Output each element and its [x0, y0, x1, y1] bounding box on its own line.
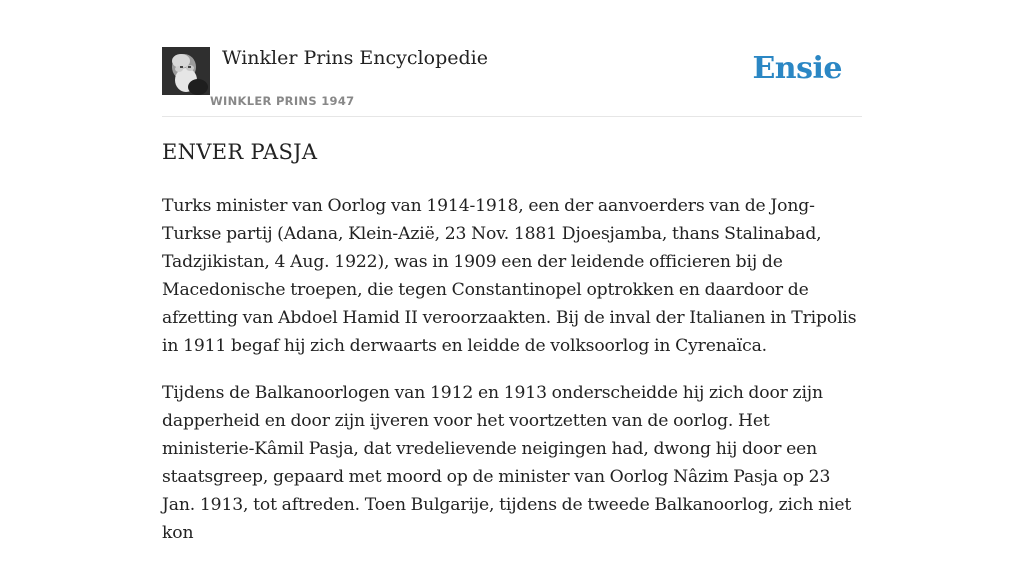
article-paragraph: Turks minister van Oorlog van 1914-1918, een der aanvoerders van de Jong-Turkse partij (Adana, Klein-Azië, 23 Nov. 1881 Djoesjamba, thans Stalinabad, Tadzjikistan, 4 Aug. 1922), was in 1909 een der leidende officieren bij de Macedonische troepen, die tegen Constantinopel optrokken en daardoor de afzetting van Abdoel Hamid II veroorzaakten. Bij de inval der Italianen in Tripolis in 1911 begaf hij zich derwaarts en leidde de volksoorlog in Cyrenaïca. [162, 196, 857, 356]
publication-edition: WINKLER PRINS 1947 [210, 94, 355, 108]
article-title: ENVER PASJA [162, 140, 318, 164]
publication-name[interactable]: Winkler Prins Encyclopedie [222, 47, 488, 69]
bearded-man-portrait-icon[interactable] [162, 47, 210, 95]
article-body [162, 192, 866, 566]
publication-header [162, 0, 862, 117]
article-paragraph: Tijdens de Balkanoorlogen van 1912 en 1913 onderscheidde hij zich door zijn dapperheid en door zijn ijveren voor het voortzetten van de oorlog. Het ministerie-Kâmil Pasja, dat vredelievende neigingen had, dwong hij door een staatsgreep, gepaard met moord op de minister van Oorlog Nâzim Pasja op 23 Jan. 1913, tot aftreden. Toen Bulgarije, tijdens de tweede Balkanoorlog, zich niet kon [162, 383, 852, 543]
ensie-logo[interactable]: Ensie [752, 51, 842, 86]
